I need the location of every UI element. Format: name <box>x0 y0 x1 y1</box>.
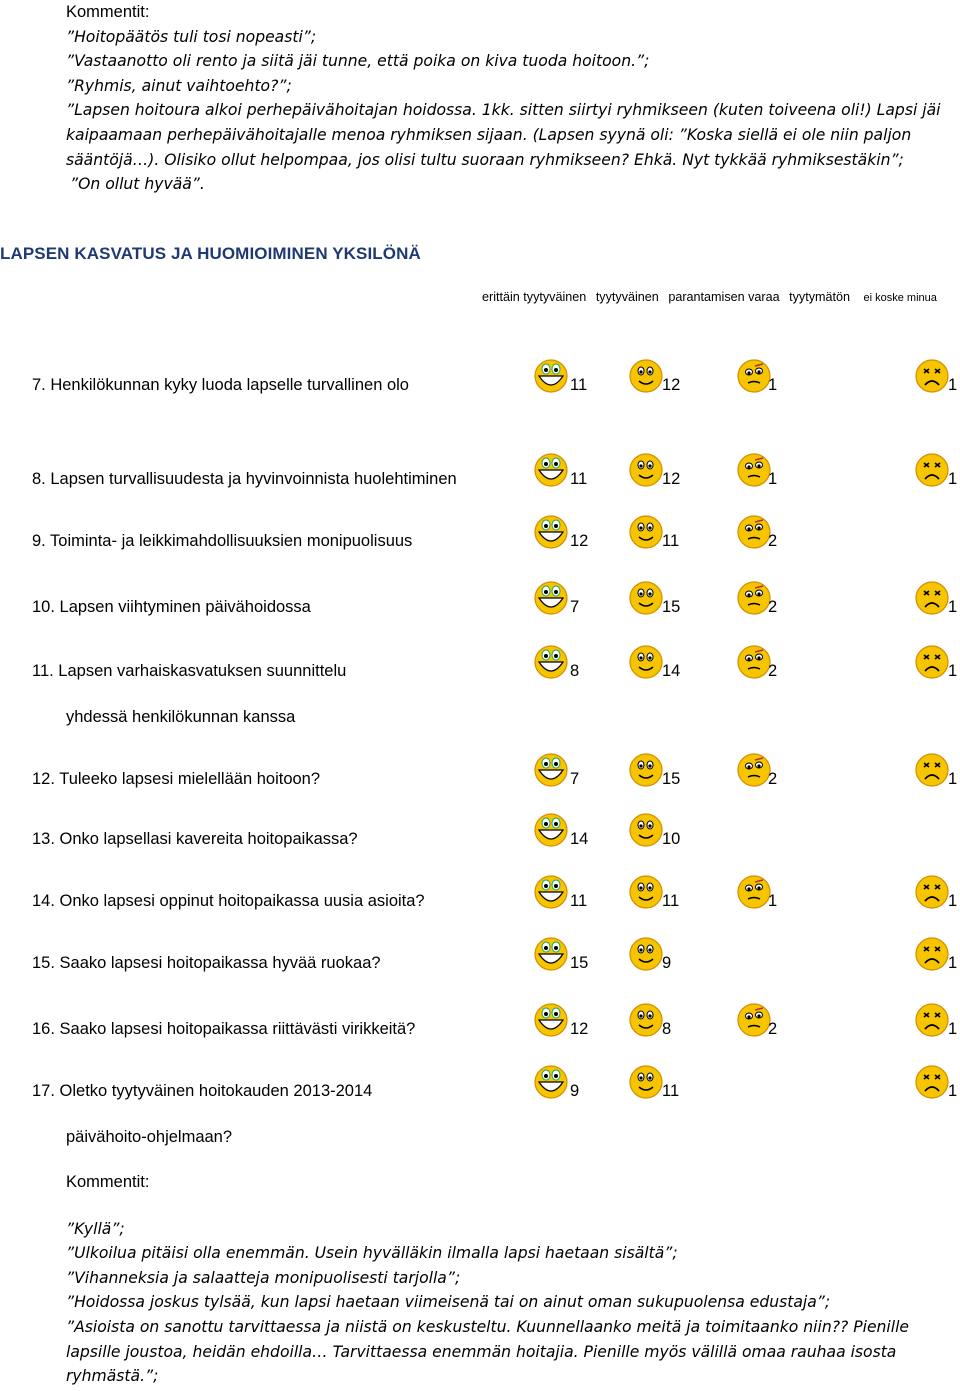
smile-smiley-icon <box>628 358 664 399</box>
confused-smiley-icon <box>736 580 772 621</box>
question-text: 12. Tuleeko lapsesi mielellään hoitoon? <box>32 770 321 788</box>
response-count: 1 <box>768 376 778 394</box>
question-row <box>0 1068 960 1146</box>
bottom-comments <box>66 1170 956 1389</box>
smile-smiley-icon <box>628 580 664 621</box>
response-count: 11 <box>570 892 588 910</box>
response-count: 15 <box>662 598 681 616</box>
response-count: 1 <box>948 376 958 394</box>
response-count: 7 <box>570 598 580 616</box>
question-row <box>0 878 960 918</box>
response-count: 2 <box>768 770 778 788</box>
smile-smiley-icon <box>628 812 664 853</box>
question-row <box>0 362 960 402</box>
sad-smiley-icon <box>914 936 950 977</box>
response-count: 7 <box>570 770 580 788</box>
question-text: 8. Lapsen turvallisuudesta ja hyvinvoinnista huolehtiminen <box>32 470 457 488</box>
response-count: 15 <box>570 954 589 972</box>
question-row <box>0 940 960 980</box>
response-count: 1 <box>948 1020 958 1038</box>
comment-line: ”Ulkoilua pitäisi olla enemmän. Usein hyvälläkin ilmalla lapsi haetaan sisältä”; <box>66 1244 678 1263</box>
scale-header-not-applicable: ei koske minua <box>863 292 937 304</box>
sad-smiley-icon <box>914 1002 950 1043</box>
big-grin-smiley-icon <box>533 874 569 915</box>
response-count: 11 <box>662 532 680 550</box>
question-text: 10. Lapsen viihtyminen päivähoidossa <box>32 598 311 616</box>
comment-line: ”Vihanneksia ja salaatteja monipuolisesti tarjolla”; <box>66 1268 461 1287</box>
smile-smiley-icon <box>628 1064 664 1105</box>
question-subtext: päivähoito-ohjelmaan? <box>66 1128 233 1146</box>
sad-smiley-icon <box>914 874 950 915</box>
smile-smiley-icon <box>628 752 664 793</box>
question-text: 14. Onko lapsesi oppinut hoitopaikassa uusia asioita? <box>32 892 425 910</box>
response-count: 1 <box>768 892 778 910</box>
response-count: 12 <box>570 532 589 550</box>
question-text: 9. Toiminta- ja leikkimahdollisuuksien monipuolisuus <box>32 532 413 550</box>
response-count: 1 <box>948 954 958 972</box>
smile-smiley-icon <box>628 936 664 977</box>
scale-header-very-satisfied: erittäin tyytyväinen <box>482 290 587 304</box>
big-grin-smiley-icon <box>533 752 569 793</box>
response-count: 1 <box>948 662 958 680</box>
confused-smiley-icon <box>736 1002 772 1043</box>
question-text: 7. Henkilökunnan kyky luoda lapselle turvallinen olo <box>32 376 409 394</box>
response-count: 9 <box>570 1082 580 1100</box>
response-count: 2 <box>768 598 778 616</box>
sad-smiley-icon <box>914 644 950 685</box>
comment-line: ”Hoidossa joskus tylsää, kun lapsi haetaan viimeisenä tai on ainut oman sukupuolensa edustaja”; <box>66 1293 831 1312</box>
response-count: 11 <box>570 376 588 394</box>
response-count: 1 <box>948 470 958 488</box>
question-text: 11. Lapsen varhaiskasvatuksen suunnittelu <box>32 662 347 680</box>
comment-line: ”Vastaanotto oli rento ja siitä jäi tunne, että poika on kiva tuoda hoitoon.”; <box>66 52 650 71</box>
response-count: 12 <box>570 1020 589 1038</box>
scale-headers <box>482 290 937 304</box>
confused-smiley-icon <box>736 452 772 493</box>
comment-line: ”On ollut hyvää”. <box>70 175 205 194</box>
response-count: 8 <box>570 662 580 680</box>
question-row <box>0 648 960 726</box>
smile-smiley-icon <box>628 874 664 915</box>
question-text: 15. Saako lapsesi hoitopaikassa hyvää ruokaa? <box>32 954 381 972</box>
response-count: 12 <box>662 376 681 394</box>
question-row <box>0 518 960 558</box>
big-grin-smiley-icon <box>533 514 569 555</box>
response-count: 11 <box>570 470 588 488</box>
sad-smiley-icon <box>914 1064 950 1105</box>
question-row <box>0 584 960 624</box>
response-count: 14 <box>570 830 589 848</box>
big-grin-smiley-icon <box>533 358 569 399</box>
response-count: 2 <box>768 1020 778 1038</box>
response-count: 1 <box>768 470 778 488</box>
scale-header-dissatisfied: tyytymätön <box>789 290 851 304</box>
confused-smiley-icon <box>736 644 772 685</box>
response-count: 1 <box>948 770 958 788</box>
big-grin-smiley-icon <box>533 1064 569 1105</box>
top-comments <box>66 0 956 197</box>
confused-smiley-icon <box>736 514 772 555</box>
sad-smiley-icon <box>914 580 950 621</box>
confused-smiley-icon <box>736 752 772 793</box>
response-count: 14 <box>662 662 681 680</box>
question-text: 13. Onko lapsellasi kavereita hoitopaikassa? <box>32 830 358 848</box>
big-grin-smiley-icon <box>533 812 569 853</box>
confused-smiley-icon <box>736 874 772 915</box>
question-text: 17. Oletko tyytyväinen hoitokauden 2013-2014 <box>32 1082 373 1100</box>
question-row <box>0 1006 960 1046</box>
sad-smiley-icon <box>914 358 950 399</box>
response-count: 11 <box>662 1082 680 1100</box>
smile-smiley-icon <box>628 452 664 493</box>
response-count: 11 <box>662 892 680 910</box>
response-count: 1 <box>948 598 958 616</box>
response-count: 1 <box>948 1082 958 1100</box>
comment-line: ”Kyllä”; <box>66 1219 125 1238</box>
question-subtext: yhdessä henkilökunnan kanssa <box>66 708 296 726</box>
response-count: 12 <box>662 470 681 488</box>
question-row <box>0 816 960 856</box>
response-count: 2 <box>768 662 778 680</box>
scale-header-improvable: parantamisen varaa <box>668 290 780 304</box>
section-title: LAPSEN KASVATUS JA HUOMIOIMINEN YKSILÖNÄ <box>0 244 421 263</box>
sad-smiley-icon <box>914 752 950 793</box>
comments-heading: Kommentit: <box>66 1173 150 1191</box>
sad-smiley-icon <box>914 452 950 493</box>
question-text: 16. Saako lapsesi hoitopaikassa riittävästi virikkeitä? <box>32 1020 416 1038</box>
response-count: 8 <box>662 1020 672 1038</box>
comment-line: ”Hoitopäätös tuli tosi nopeasti”; <box>66 27 317 46</box>
big-grin-smiley-icon <box>533 1002 569 1043</box>
response-count: 9 <box>662 954 672 972</box>
big-grin-smiley-icon <box>533 580 569 621</box>
comments-heading: Kommentit: <box>66 3 150 21</box>
question-row <box>0 756 960 796</box>
big-grin-smiley-icon <box>533 936 569 977</box>
smile-smiley-icon <box>628 514 664 555</box>
question-row <box>0 456 960 496</box>
big-grin-smiley-icon <box>533 644 569 685</box>
smile-smiley-icon <box>628 1002 664 1043</box>
scale-header-satisfied: tyytyväinen <box>595 290 659 304</box>
big-grin-smiley-icon <box>533 452 569 493</box>
comment-line: ”Lapsen hoitoura alkoi perhepäivähoitajan hoidossa. 1kk. sitten siirtyi ryhmikseen (kuten toiveena oli!) Lapsi jäi kaipaamaan perhepäivähoitajalle menoa ryhmiksen sijaan. (Lapsen syynä oli: ”Koska siellä ei ole niin paljon sääntöjä…). Olisiko ollut helpompaa, jos olisi tultu suoraan ryhmikseen? Ehkä. Nyt tykkää ryhmiksestäkin”; <box>66 101 941 169</box>
response-count: 15 <box>662 770 681 788</box>
response-count: 10 <box>662 830 681 848</box>
confused-smiley-icon <box>736 358 772 399</box>
response-count: 2 <box>768 532 778 550</box>
comment-line: ”Asioista on sanottu tarvittaessa ja niistä on keskusteltu. Kuunnellaanko meitä ja toimitaanko niin?? Pienille lapsille joustoa, heidän ehdoilla… Tarvittaessa enemmän hoitajia. Pienille myös välillä omaa rauhaa isosta ryhmästä.”; <box>66 1317 910 1386</box>
smile-smiley-icon <box>628 644 664 685</box>
comment-line: ”Ryhmis, ainut vaihtoehto?”; <box>66 76 292 95</box>
response-count: 1 <box>948 892 958 910</box>
